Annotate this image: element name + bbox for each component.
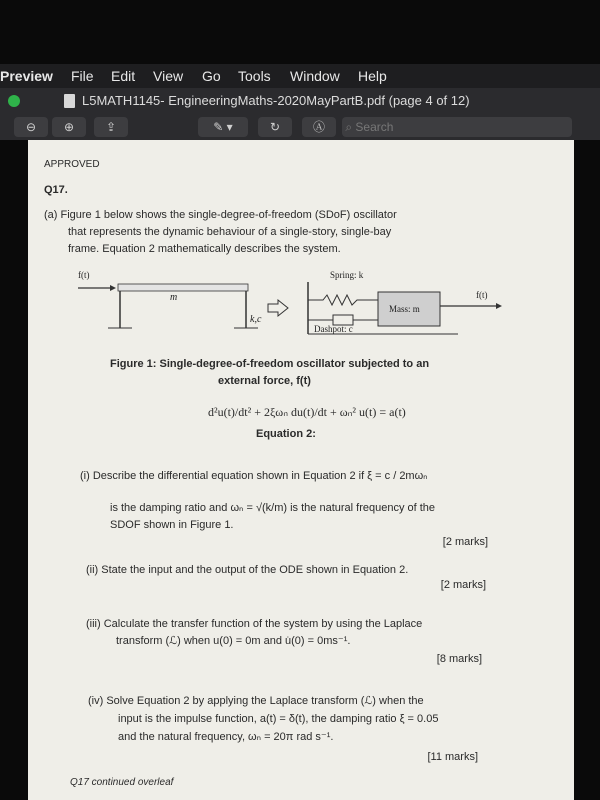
search-field[interactable] <box>342 117 572 137</box>
question-number: Q17. <box>44 184 68 196</box>
part-ii-line1: (ii) State the input and the output of the ODE shown in Equation 2. <box>86 564 409 576</box>
part-ii-marks: [2 marks] <box>440 579 486 591</box>
part-iii-line2: transform (ℒ) when u(0) = 0m and u̇(0) = 0ms⁻¹. <box>116 635 351 647</box>
markup-button[interactable] <box>198 117 248 137</box>
search-placeholder: Search <box>355 120 394 134</box>
rotate-icon: ↻ <box>269 120 281 134</box>
annotate-button[interactable] <box>302 117 336 137</box>
menu-edit[interactable]: Edit <box>111 68 136 84</box>
equation-label: Equation 2: <box>256 428 316 440</box>
equation-2: d²u(t)/dt² + 2ξωₙ du(t)/dt + ωₙ² u(t) = a(t) <box>208 405 406 419</box>
part-i-line2: is the damping ratio and ωₙ = √(k/m) is the natural frequency of the <box>110 502 436 514</box>
part-iv-line1: (iv) Solve Equation 2 by applying the Laplace transform (ℒ) when the <box>88 695 424 707</box>
menu-view[interactable]: View <box>153 68 184 84</box>
window-title: L5MATH1145- EngineeringMaths-2020MayPartB.pdf (page 4 of 12) <box>82 93 470 108</box>
menu-go[interactable]: Go <box>202 68 221 84</box>
pen-icon: ✎ ▾ <box>213 120 233 134</box>
part-iii-marks: [8 marks] <box>436 653 482 665</box>
figure-kc-label: k,c <box>250 314 262 325</box>
figure-massblock-label: Mass: m <box>389 304 420 314</box>
figure-1 <box>78 268 518 348</box>
share-icon: ⇪ <box>105 120 117 134</box>
part-i-line1: (i) Describe the differential equation shown in Equation 2 if ξ = c / 2mωₙ <box>80 470 428 482</box>
figure-dashpot-label: Dashpot: c <box>314 324 353 334</box>
annotate-icon: Ⓐ <box>312 120 325 134</box>
page-footer: Q17 continued overleaf <box>70 777 174 788</box>
toolbar <box>0 114 600 140</box>
rotate-button[interactable] <box>258 117 292 137</box>
menu-file[interactable]: File <box>71 68 94 84</box>
part-i-line3: SDOF shown in Figure 1. <box>110 519 234 531</box>
figure-spring-label: Spring: k <box>330 270 364 280</box>
frame-beam <box>118 284 248 291</box>
window-titlebar <box>0 88 600 114</box>
force-arrowhead-left <box>110 285 116 291</box>
pdf-document-icon <box>64 94 75 108</box>
figure-caption-line2: external force, f(t) <box>218 375 311 387</box>
part-iv-marks: [11 marks] <box>427 751 478 763</box>
part-iv-line3: and the natural frequency, ωₙ = 20π rad s⁻¹. <box>118 731 334 743</box>
part-iv-line2: input is the impulse function, a(t) = δ(t), the damping ratio ξ = 0.05 <box>118 713 439 725</box>
zoom-out-icon: ⊖ <box>25 120 37 134</box>
spring <box>308 295 378 305</box>
window-control-icon[interactable] <box>8 95 20 107</box>
part-a-line2: that represents the dynamic behaviour of a single-story, single-bay <box>68 226 392 238</box>
menu-window[interactable]: Window <box>290 68 340 84</box>
part-a-line1: (a) Figure 1 below shows the single-degree-of-freedom (SDoF) oscillator <box>44 209 397 221</box>
figure-force-label: f(t) <box>78 270 90 280</box>
transform-arrow <box>268 300 288 316</box>
figure-force-label-right: f(t) <box>476 290 488 300</box>
search-icon: ⌕ <box>342 120 356 134</box>
pdf-page <box>28 140 574 800</box>
force-arrowhead-right <box>496 303 502 309</box>
figure-caption-line1: Figure 1: Single-degree-of-freedom oscillator subjected to an <box>110 358 430 370</box>
menu-help[interactable]: Help <box>358 68 387 84</box>
zoom-out-button[interactable] <box>14 117 48 137</box>
part-iii-line1: (iii) Calculate the transfer function of the system by using the Laplace <box>86 618 423 630</box>
menu-tools[interactable]: Tools <box>238 68 271 84</box>
menu-app[interactable]: Preview <box>0 68 53 84</box>
share-button[interactable] <box>94 117 128 137</box>
part-i-marks: [2 marks] <box>442 536 488 548</box>
approved-label: APPROVED <box>44 159 100 170</box>
menu-bar <box>0 64 600 88</box>
zoom-in-icon: ⊕ <box>63 120 75 134</box>
figure-mass-label: m <box>170 292 178 303</box>
part-a-line3: frame. Equation 2 mathematically describes the system. <box>68 243 341 255</box>
zoom-in-button[interactable] <box>52 117 86 137</box>
